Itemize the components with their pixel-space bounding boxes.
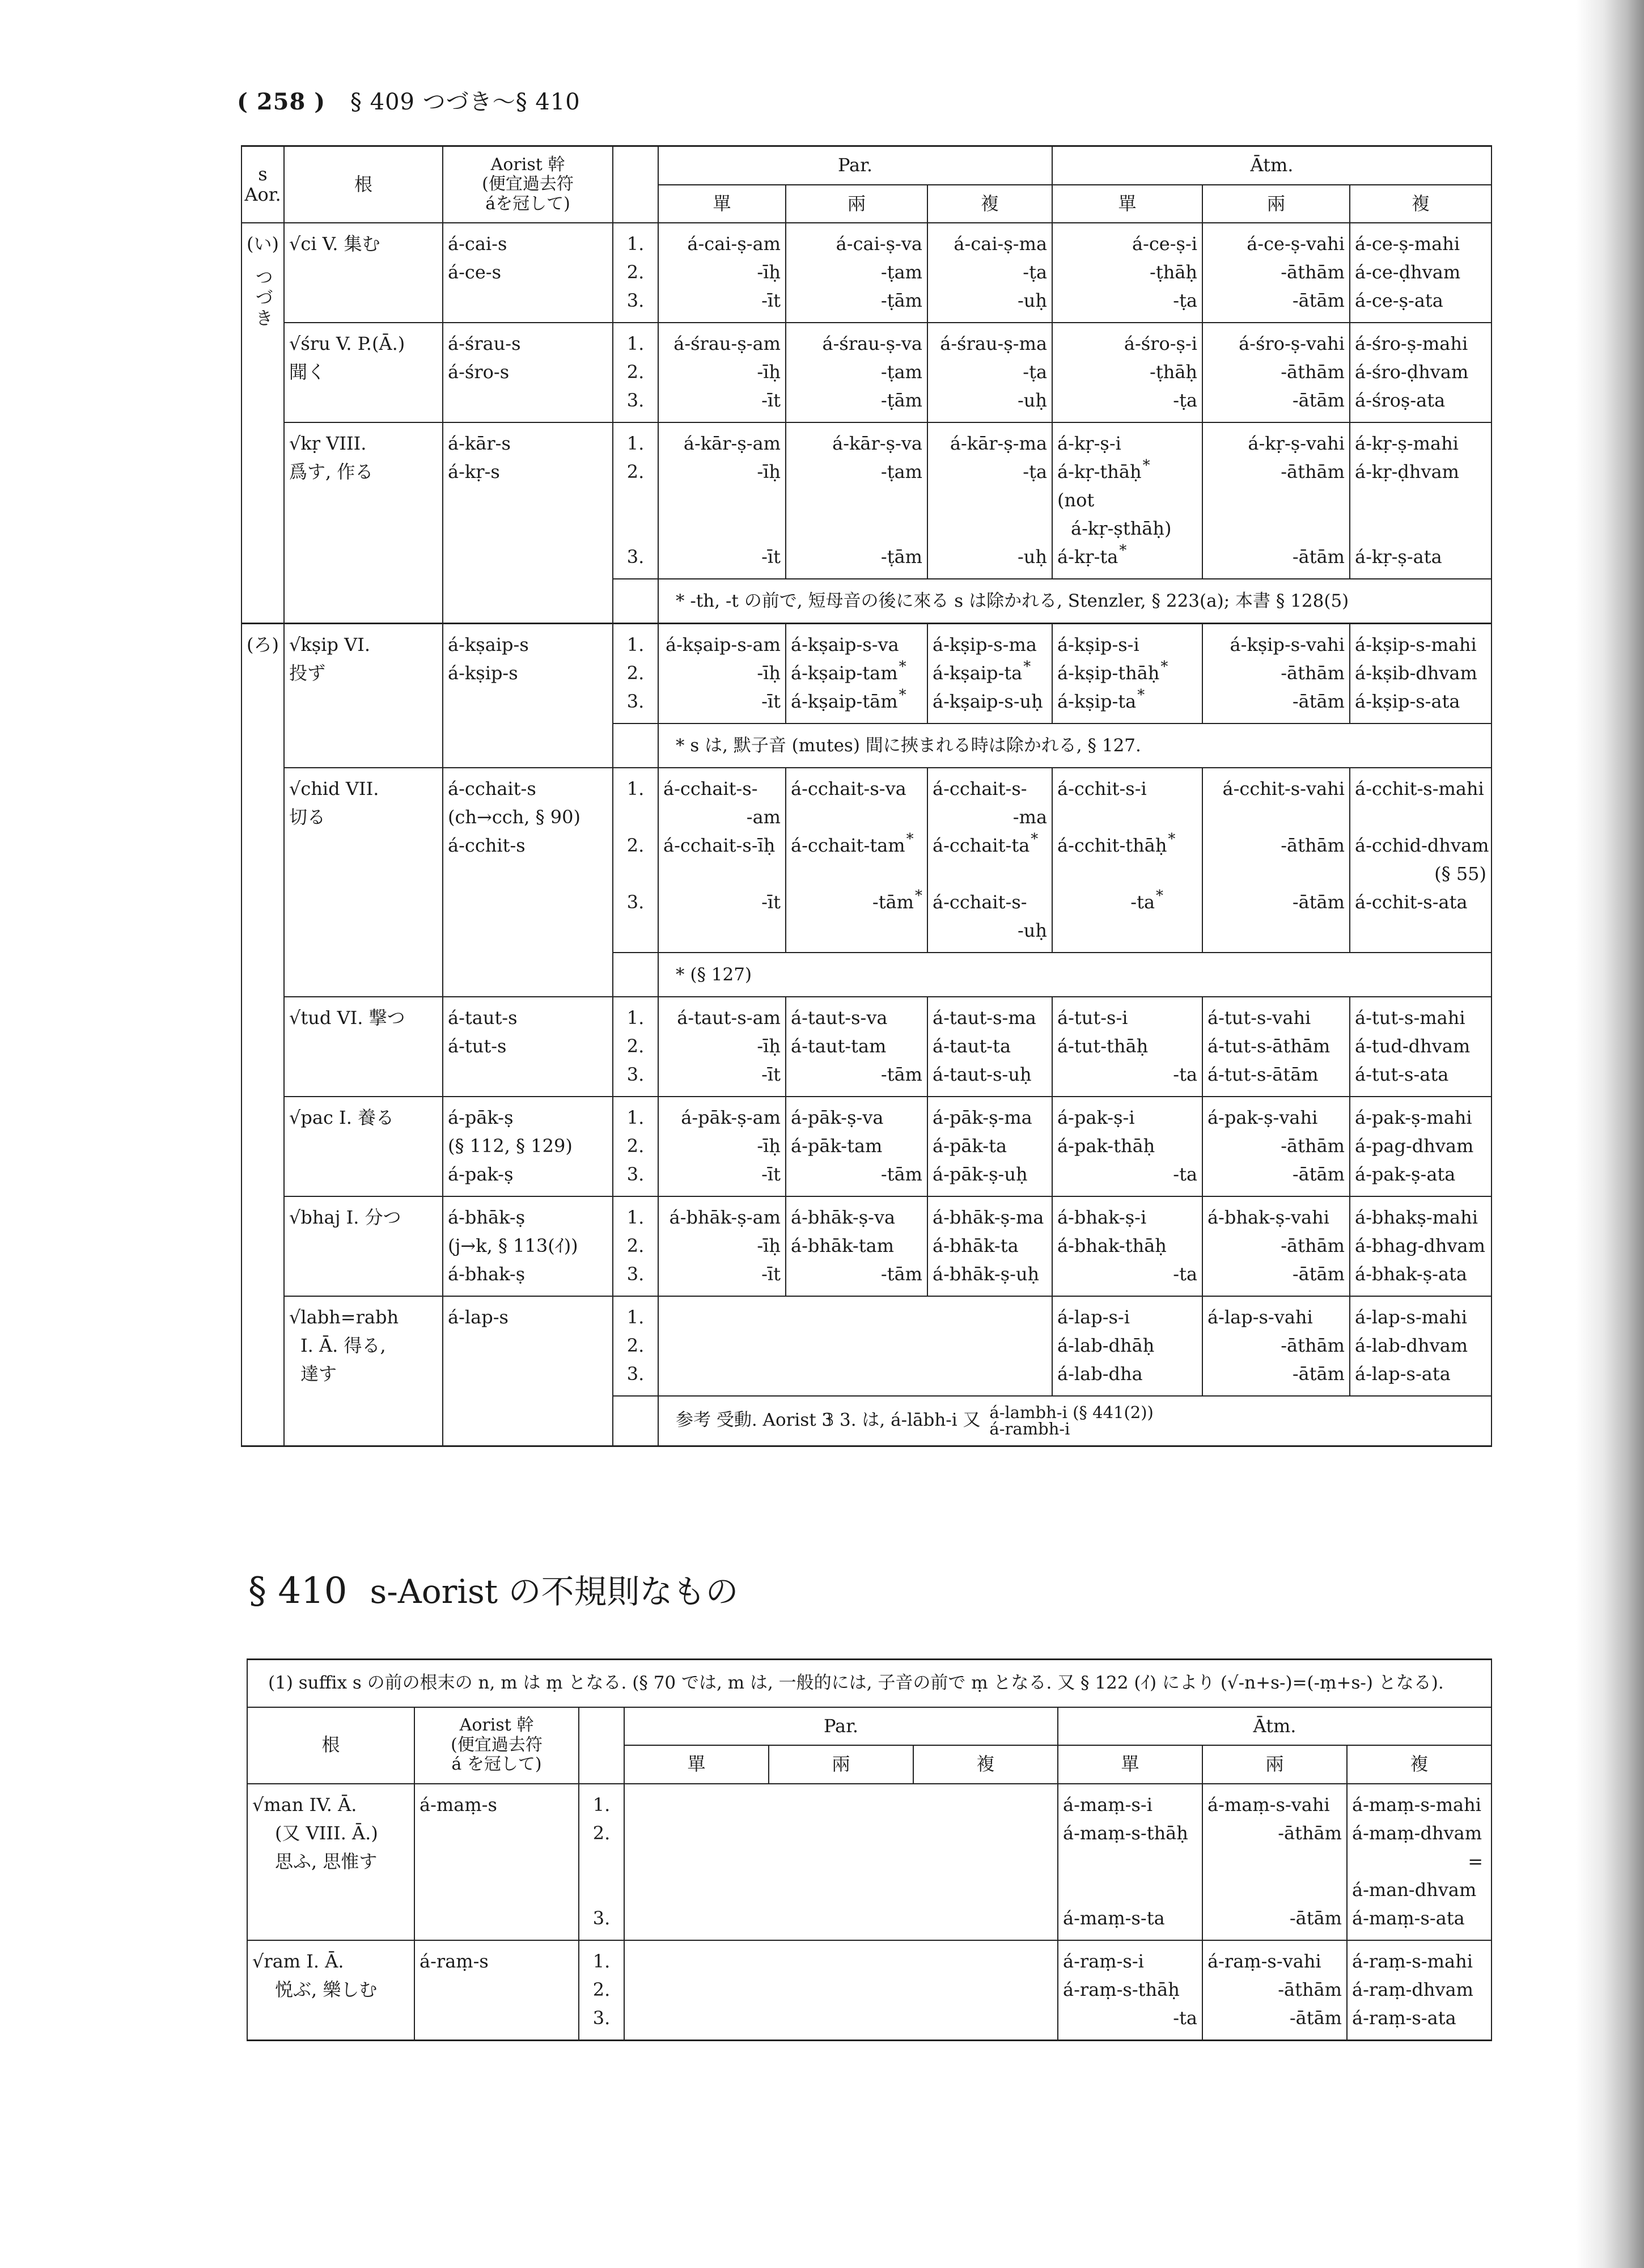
col-person — [579, 1707, 624, 1784]
par-pl-cell: á-bhāk-ṣ-ma á-bhāk-ta á-bhāk-ṣ-uḥ — [927, 1196, 1052, 1296]
person-cell: 1. 2. 3. — [579, 1940, 624, 2041]
stem-cell: á-taut-s á-tut-s — [443, 997, 613, 1097]
person-cell: 1. 2. 3. — [613, 1097, 658, 1196]
atm-pl-cell: á-bhakṣ-mahi á-bhag-dhvam á-bhak-ṣ-ata — [1350, 1196, 1492, 1296]
stem-cell: á-cchait-s (ch→cch, § 90) á-cchit-s — [443, 768, 613, 997]
person-cell: 1. 2. 3. — [613, 223, 658, 323]
root-cell: √ram I. Ā. 悦ぶ, 樂しむ — [247, 1940, 414, 2041]
par-du-cell: á-bhāk-ṣ-va á-bhāk-tam -tām — [786, 1196, 927, 1296]
col-par: Par. — [658, 146, 1052, 185]
col-atm-du: 兩 — [1202, 1745, 1347, 1784]
root-cell: √ci V. 集む — [284, 223, 443, 323]
person-cell: 1. 2. 3. — [613, 997, 658, 1097]
col-stem: Aorist 幹 (便宜過去符 áを冠して) — [443, 146, 613, 223]
section-number: § 410 — [248, 1570, 348, 1612]
table-row — [247, 1784, 1492, 1940]
page-number: ( 258 ) — [237, 88, 326, 115]
par-sg-cell: á-cchait-s- -am á-cchait-s-īḥ -īt — [658, 768, 786, 953]
par-sg-cell — [658, 1296, 786, 1396]
atm-du-cell: á-śro-ṣ-vahi -āthām -ātām — [1202, 323, 1350, 422]
stem-cell: á-lap-s — [443, 1296, 613, 1446]
atm-du-cell: á-bhak-ṣ-vahi -āthām -ātām — [1202, 1196, 1350, 1296]
col-par-pl: 複 — [913, 1745, 1058, 1784]
par-sg-cell — [624, 1784, 769, 1940]
stem-cell: á-bhāk-ṣ (j→k, § 113(ｲ)) á-bhak-ṣ — [443, 1196, 613, 1296]
par-pl-cell: á-kār-ṣ-ma -ṭa -uḥ — [927, 422, 1052, 579]
root-cell: √śru V. P.(Ā.) 聞く — [284, 323, 443, 422]
atm-sg-cell: á-cchit-s-i á-cchit-thāḥ* -ta* — [1052, 768, 1202, 953]
par-sg-cell: á-cai-ṣ-am -īḥ -īt — [658, 223, 786, 323]
par-sg-cell: á-bhāk-ṣ-am -īḥ -īt — [658, 1196, 786, 1296]
par-pl-cell — [927, 1296, 1052, 1396]
par-du-cell: á-kār-ṣ-va -ṭam -ṭām — [786, 422, 927, 579]
group-i-vertical: つづき — [252, 267, 274, 329]
atm-pl-cell: á-tut-s-mahi á-tud-dhvam á-tut-s-ata — [1350, 997, 1492, 1097]
stem-cell: á-śrau-s á-śro-s — [443, 323, 613, 422]
atm-pl-cell: á-ce-ṣ-mahi á-ce-ḍhvam á-ce-ṣ-ata — [1350, 223, 1492, 323]
col-atm-sg: 單 — [1052, 185, 1202, 223]
stem-cell: á-kār-s á-kṛ-s — [443, 422, 613, 624]
atm-du-cell: á-pak-ṣ-vahi -āthām -ātām — [1202, 1097, 1350, 1196]
par-sg-cell: á-pāk-ṣ-am -īḥ -īt — [658, 1097, 786, 1196]
par-sg-cell — [624, 1940, 769, 2041]
col-par-du: 兩 — [786, 185, 927, 223]
par-pl-cell: á-cchait-s- -ma á-cchait-ta* á-cchait-s- -uḥ — [927, 768, 1052, 953]
group-i-label: (い) — [247, 233, 279, 255]
section-title: s-Aorist の不規則なもの — [370, 1572, 739, 1611]
table-row — [241, 1196, 1492, 1296]
root-cell: √labh=rabh I. Ā. 得る, 達す — [284, 1296, 443, 1446]
footnote-chid: * (§ 127) — [658, 953, 1492, 997]
atm-sg-cell: á-kṛ-ṣ-i á-kṛ-thāḥ* (not á-kṛ-ṣthāḥ) á-kṛ-ta* — [1052, 422, 1202, 579]
col-atm-du: 兩 — [1202, 185, 1350, 223]
stem-cell: á-maṃ-s — [414, 1784, 579, 1940]
root-cell: √pac I. 養る — [284, 1097, 443, 1196]
col-par-sg: 單 — [624, 1745, 769, 1784]
page-edge-shadow — [1576, 0, 1644, 2268]
header-section: § 409 つづき〜§ 410 — [350, 89, 581, 115]
running-header — [237, 84, 581, 116]
irregular-s-aorist-table — [247, 1658, 1492, 2041]
par-pl-cell: á-śrau-ṣ-ma -ṭa -uḥ — [927, 323, 1052, 422]
stem-cell: á-pāk-ṣ (§ 112, § 129) á-pak-ṣ — [443, 1097, 613, 1196]
table-row — [241, 1296, 1492, 1396]
col-par-du: 兩 — [769, 1745, 913, 1784]
par-du-cell — [769, 1784, 913, 1940]
par-du-cell — [769, 1940, 913, 2041]
stem-cell: á-kṣaip-s á-kṣip-s — [443, 624, 613, 768]
par-du-cell: á-cai-ṣ-va -ṭam -ṭām — [786, 223, 927, 323]
table-row — [241, 768, 1492, 953]
root-cell: √man IV. Ā. (又 VIII. Ā.) 思ふ, 思惟す — [247, 1784, 414, 1940]
par-sg-cell: á-śrau-ṣ-am -īḥ -īt — [658, 323, 786, 422]
root-cell: √chid VII. 切る — [284, 768, 443, 997]
atm-sg-cell: á-pak-ṣ-i á-pak-thāḥ -ta — [1052, 1097, 1202, 1196]
atm-du-cell: á-tut-s-vahi á-tut-s-āthām á-tut-s-ātām — [1202, 997, 1350, 1097]
par-du-cell: á-kṣaip-s-va á-kṣaip-tam* á-kṣaip-tām* — [786, 624, 927, 724]
footnote-labh: 参考 受動. Aorist 𝟛 3. は, á-lābh-i 又 á-lambh-i (§ 441(2)) á-rambh-i — [658, 1396, 1492, 1446]
atm-pl-cell: á-pak-ṣ-mahi á-pag-dhvam á-pak-ṣ-ata — [1350, 1097, 1492, 1196]
col-atm: Ātm. — [1058, 1707, 1492, 1746]
atm-pl-cell: á-maṃ-s-mahi á-maṃ-dhvam = á-man-dhvam á-maṃ-s-ata — [1347, 1784, 1492, 1940]
group-i — [241, 223, 284, 624]
col-root: 根 — [284, 146, 443, 223]
par-du-cell: á-taut-s-va á-taut-tam -tām — [786, 997, 927, 1097]
col-par-sg: 單 — [658, 185, 786, 223]
atm-du-cell: á-kṣip-s-vahi -āthām -ātām — [1202, 624, 1350, 724]
par-pl-cell: á-taut-s-ma á-taut-ta á-taut-s-uḥ — [927, 997, 1052, 1097]
atm-du-cell: á-cchit-s-vahi -āthām -ātām — [1202, 768, 1350, 953]
atm-pl-cell: á-śro-ṣ-mahi á-śro-ḍhvam á-śroṣ-ata — [1350, 323, 1492, 422]
atm-pl-cell: á-kṣip-s-mahi á-kṣib-dhvam á-kṣip-s-ata — [1350, 624, 1492, 724]
atm-du-cell: á-ce-ṣ-vahi -āthām -ātām — [1202, 223, 1350, 323]
root-cell: √kṣip VI. 投ず — [284, 624, 443, 768]
par-du-cell: á-cchait-s-va á-cchait-tam* -tām* — [786, 768, 927, 953]
person-cell: 1. 2. 3. — [613, 323, 658, 422]
table-row — [241, 223, 1492, 323]
table-row — [241, 422, 1492, 579]
stem-cell: á-cai-s á-ce-s — [443, 223, 613, 323]
rule-intro: (1) suffix s の前の根末の n, m は ṃ となる. (§ 70 では, m は, 一般的には, 子音の前で ṃ となる. 又 § 122 (ｲ) により (√-n+s-)=(-ṃ+s-) となる). — [247, 1660, 1492, 1707]
col-atm-pl: 複 — [1350, 185, 1492, 223]
table-row — [241, 1097, 1492, 1196]
root-cell: √kṛ VIII. 爲す, 作る — [284, 422, 443, 624]
par-sg-cell: á-kār-ṣ-am -īḥ -īt — [658, 422, 786, 579]
atm-sg-cell: á-raṃ-s-i á-raṃ-s-thāḥ -ta — [1058, 1940, 1202, 2041]
root-cell: √tud VI. 撃つ — [284, 997, 443, 1097]
stem-cell: á-raṃ-s — [414, 1940, 579, 2041]
atm-sg-cell: á-ce-ṣ-i -ṭhāḥ -ṭa — [1052, 223, 1202, 323]
s-aorist-table — [241, 145, 1492, 1447]
person-cell: 1. 2. 3. — [613, 1196, 658, 1296]
group-ro: (ろ) — [241, 624, 284, 1446]
atm-pl-cell: á-cchit-s-mahi á-cchid-dhvam (§ 55) á-cchit-s-ata — [1350, 768, 1492, 953]
par-du-cell: á-śrau-ṣ-va -ṭam -ṭām — [786, 323, 927, 422]
footnote-ksip: * s は, 默子音 (mutes) 間に挾まれる時は除かれる, § 127. — [658, 723, 1492, 768]
atm-du-cell: á-maṃ-s-vahi -āthām -ātām — [1202, 1784, 1347, 1940]
col-atm-sg: 單 — [1058, 1745, 1202, 1784]
person-cell: 1. 2. 3. — [613, 768, 658, 953]
par-pl-cell — [913, 1940, 1058, 2041]
par-sg-cell: á-kṣaip-s-am -īḥ -īt — [658, 624, 786, 724]
col-saor: s Aor. — [241, 146, 284, 223]
person-cell: 1. 2. 3. — [613, 422, 658, 579]
person-cell: 1. 2. 3. — [613, 1296, 658, 1396]
par-sg-cell: á-taut-s-am -īḥ -īt — [658, 997, 786, 1097]
table-row — [247, 1940, 1492, 2041]
table-row — [241, 323, 1492, 422]
table-row — [241, 997, 1492, 1097]
atm-sg-cell: á-tut-s-i á-tut-thāḥ -ta — [1052, 997, 1202, 1097]
table-row — [241, 624, 1492, 724]
par-du-cell — [786, 1296, 927, 1396]
atm-sg-cell: á-lap-s-i á-lab-dhāḥ á-lab-dha — [1052, 1296, 1202, 1396]
atm-du-cell: á-kṛ-ṣ-vahi -āthām -ātām — [1202, 422, 1350, 579]
atm-sg-cell: á-bhak-ṣ-i á-bhak-thāḥ -ta — [1052, 1196, 1202, 1296]
par-pl-cell: á-pāk-ṣ-ma á-pāk-ta á-pāk-ṣ-uḥ — [927, 1097, 1052, 1196]
col-par-pl: 複 — [927, 185, 1052, 223]
col-person — [613, 146, 658, 223]
section-heading — [248, 1565, 761, 1613]
atm-du-cell: á-raṃ-s-vahi -āthām -ātām — [1202, 1940, 1347, 2041]
atm-pl-cell: á-kṛ-ṣ-mahi á-kṛ-ḍhvam á-kṛ-ṣ-ata — [1350, 422, 1492, 579]
atm-du-cell: á-lap-s-vahi -āthām -ātām — [1202, 1296, 1350, 1396]
atm-pl-cell: á-lap-s-mahi á-lab-dhvam á-lap-s-ata — [1350, 1296, 1492, 1396]
par-pl-cell: á-kṣip-s-ma á-kṣaip-ta* á-kṣaip-s-uḥ — [927, 624, 1052, 724]
atm-pl-cell: á-raṃ-s-mahi á-raṃ-dhvam á-raṃ-s-ata — [1347, 1940, 1492, 2041]
col-root: 根 — [247, 1707, 414, 1784]
person-cell: 1. 2. 3. — [613, 624, 658, 724]
root-cell: √bhaj I. 分つ — [284, 1196, 443, 1296]
col-par: Par. — [624, 1707, 1058, 1746]
col-atm: Ātm. — [1052, 146, 1492, 185]
atm-sg-cell: á-maṃ-s-i á-maṃ-s-thāḥ á-maṃ-s-ta — [1058, 1784, 1202, 1940]
par-pl-cell — [913, 1784, 1058, 1940]
footnote-kr: * -th, -t の前で, 短母音の後に來る s は除かれる, Stenzler, § 223(a); 本書 § 128(5) — [658, 579, 1492, 624]
col-stem: Aorist 幹 (便宜過去符 á を冠して) — [414, 1707, 579, 1784]
atm-sg-cell: á-kṣip-s-i á-kṣip-thāḥ* á-kṣip-ta* — [1052, 624, 1202, 724]
person-cell: 1. 2. 3. — [579, 1784, 624, 1940]
atm-sg-cell: á-śro-ṣ-i -ṭhāḥ -ṭa — [1052, 323, 1202, 422]
par-du-cell: á-pāk-ṣ-va á-pāk-tam -tām — [786, 1097, 927, 1196]
par-pl-cell: á-cai-ṣ-ma -ṭa -uḥ — [927, 223, 1052, 323]
col-atm-pl: 複 — [1347, 1745, 1492, 1784]
